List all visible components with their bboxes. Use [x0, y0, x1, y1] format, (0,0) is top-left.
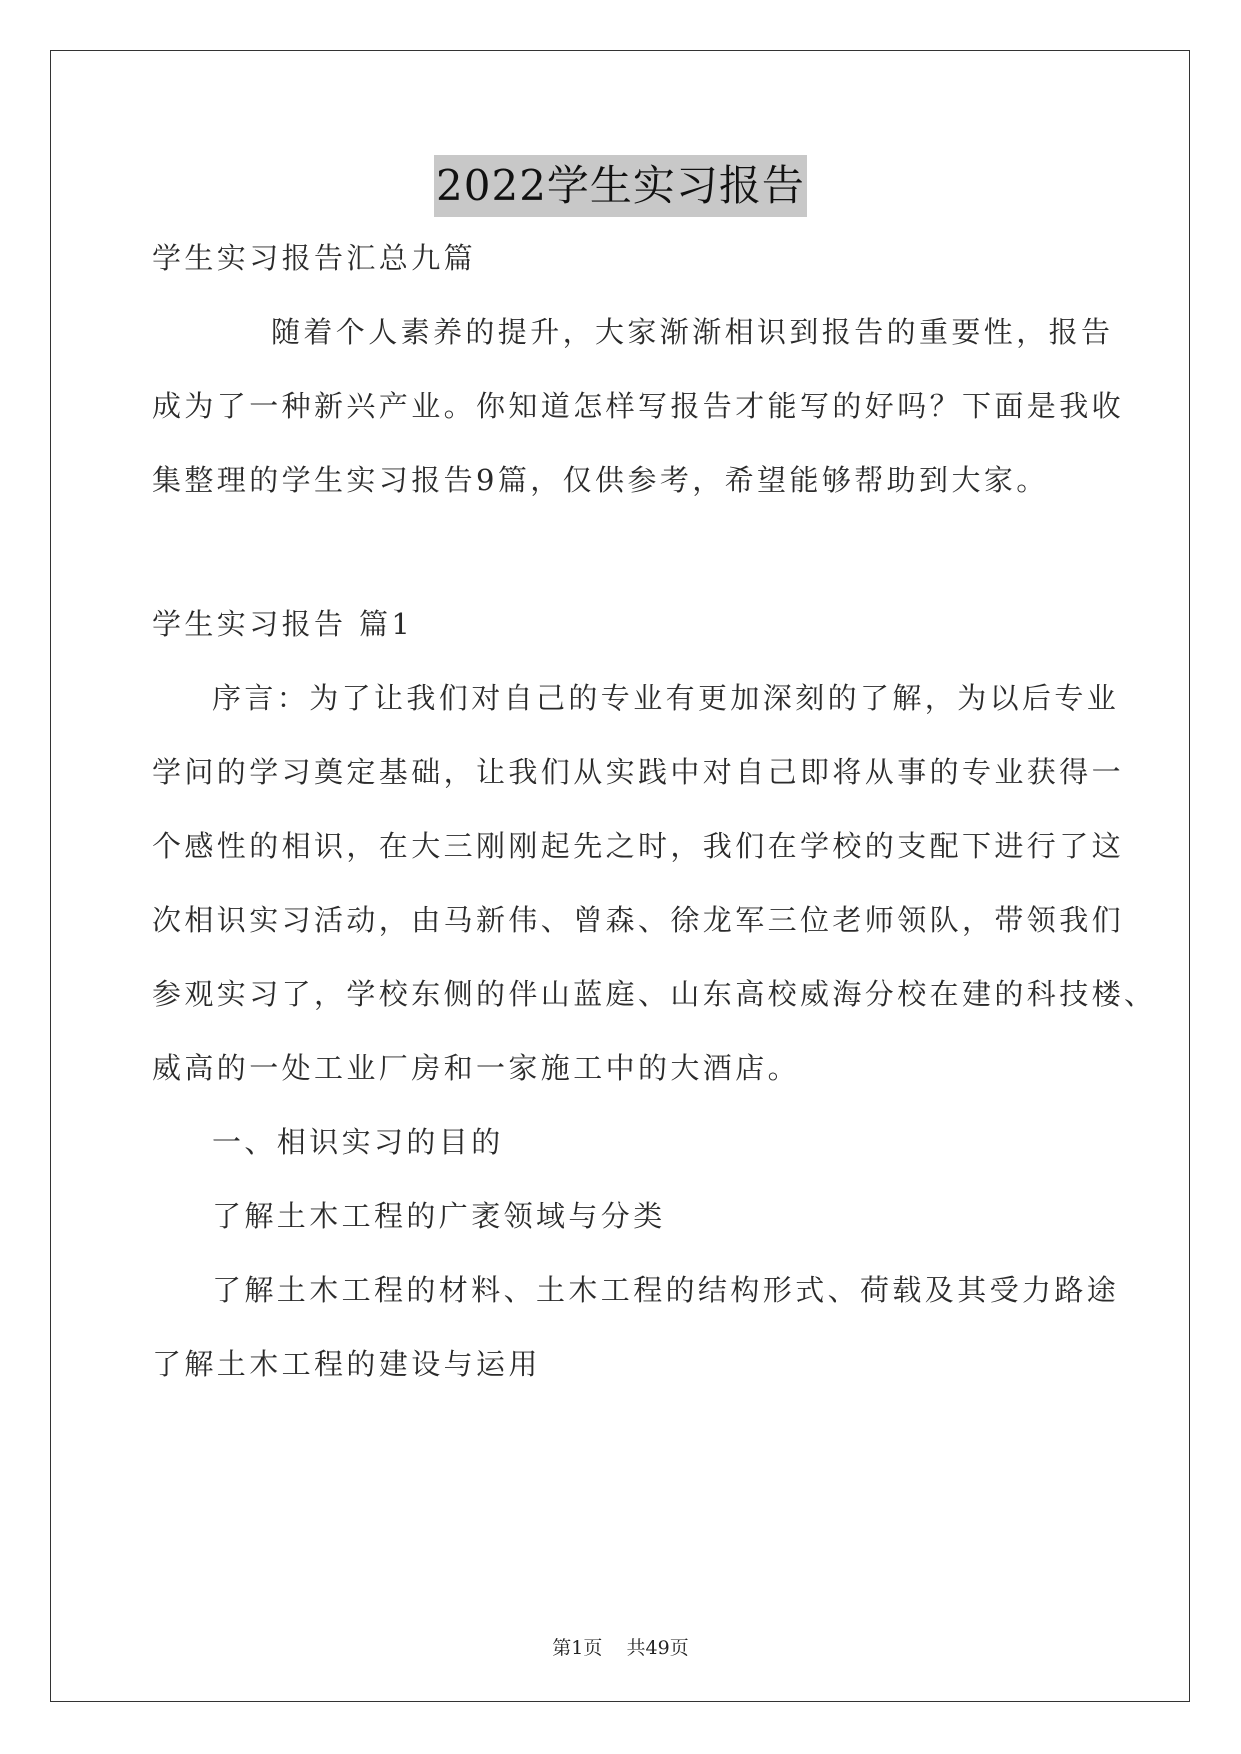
body-heading: 一、相识实习的目的 [212, 1125, 504, 1159]
intro-line: 成为了一种新兴产业。你知道怎样写报告才能写的好吗？下面是我收 [152, 389, 1125, 423]
body-line: 了解土木工程的建设与运用 [152, 1347, 541, 1381]
document-subtitle: 学生实习报告汇总九篇 [152, 241, 477, 275]
intro-line: 集整理的学生实习报告9篇，仅供参考，希望能够帮助到大家。 [152, 463, 1049, 497]
body-line: 序言：为了让我们对自己的专业有更加深刻的了解，为以后专业 [212, 681, 1120, 715]
section-heading: 学生实习报告 篇1 [152, 607, 414, 641]
body-line: 个感性的相识，在大三刚刚起先之时，我们在学校的支配下进行了这 [152, 829, 1125, 863]
page-border [50, 50, 1190, 1702]
body-line: 次相识实习活动，由马新伟、曾森、徐龙军三位老师领队，带领我们 [152, 903, 1125, 937]
intro-line: 随着个人素养的提升，大家渐渐相识到报告的重要性，报告 [271, 315, 1114, 349]
document-title: 2022学生实习报告 [434, 155, 807, 217]
body-line: 了解土木工程的广袤领域与分类 [212, 1199, 666, 1233]
body-line: 学问的学习奠定基础，让我们从实践中对自己即将从事的专业获得一 [152, 755, 1125, 789]
body-line: 参观实习了，学校东侧的伴山蓝庭、山东高校威海分校在建的科技楼、 [152, 977, 1157, 1011]
page-footer: 第1页 共49页 [552, 1637, 689, 1659]
body-line: 了解土木工程的材料、土木工程的结构形式、荷载及其受力路途 [212, 1273, 1120, 1307]
title-wrapper [0, 155, 1241, 217]
body-line: 威高的一处工业厂房和一家施工中的大酒店。 [152, 1051, 801, 1085]
